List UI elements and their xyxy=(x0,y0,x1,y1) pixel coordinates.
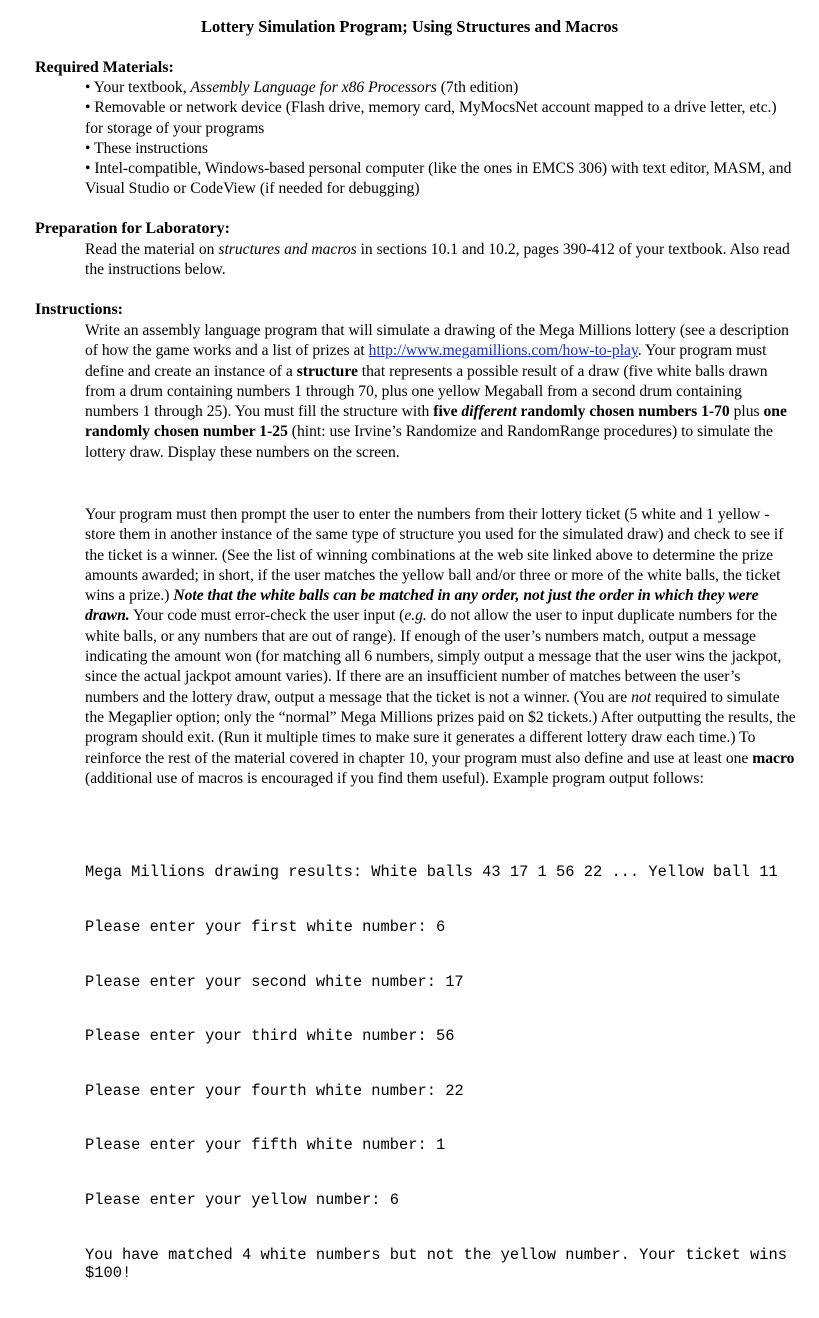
output-line: Please enter your fifth white number: 1 xyxy=(85,1136,446,1155)
instructions-paragraph-1: Write an assembly language program that will simulate a drawing of the Mega Millions lottery (see a description of how the game works and a list of prizes at http://www.megamillions.com/how-to-play. Your program must define and create an instance of a structure that represents a possible result of a draw (five white balls drawn from a drum containing numbers 1 through 70, plus one yellow Megaball from a second drum containing numbers 1 through 25). You must fill the structure with five different randomly chosen numbers 1-70 plus one randomly chosen number 1-25 (hint: use Irvine’s Randomize and RandomRange procedures) to simulate the lottery draw. Display these numbers on the screen. xyxy=(85,322,789,461)
output-line: Please enter your fourth white number: 22 xyxy=(85,1081,464,1100)
output-line: Mega Millions drawing results: White balls 43 17 1 56 22 ... Yellow ball 11 xyxy=(85,863,778,882)
required-materials-heading: Required Materials: xyxy=(35,59,174,76)
list-item: • Intel-compatible, Windows-based personal computer (like the ones in EMCS 306) with text editor, MASM, and Visual Studio or CodeView (if needed for debugging) xyxy=(85,160,792,198)
instructions-heading: Instructions: xyxy=(35,301,124,318)
list-item: • Your textbook, Assembly Language for x86 Processors (7th edition) xyxy=(85,79,519,96)
page-title: Lottery Simulation Program; Using Structures and Macros xyxy=(200,17,619,36)
how-to-play-link[interactable]: http://www.megamillions.com/how-to-play xyxy=(368,342,638,360)
preparation-heading: Preparation for Laboratory: xyxy=(35,220,230,237)
output-line: Please enter your second white number: 17 xyxy=(85,972,464,991)
output-line: Please enter your first white number: 6 xyxy=(85,918,446,937)
output-line: Please enter your third white number: 56 xyxy=(85,1027,455,1046)
output-line: You have matched 4 white numbers but not the yellow number. Your ticket wins $100! xyxy=(85,1245,797,1282)
list-item: • Removable or network device (Flash drive, memory card, MyMocsNet account mapped to a drive letter, etc.) for storage of your programs xyxy=(85,99,777,137)
output-line: Please enter your yellow number: 6 xyxy=(85,1191,400,1210)
preparation-paragraph: Read the material on structures and macros in sections 10.1 and 10.2, pages 390-412 of your textbook. Also read the instructions below. xyxy=(85,241,790,279)
matching-note: Note that the white balls can be matched in any order, not just the order in which they were drawn. xyxy=(85,587,759,625)
textbook-title: Assembly Language for x86 Processors xyxy=(190,79,437,96)
required-materials-list xyxy=(85,78,797,200)
list-item: • These instructions xyxy=(85,139,208,157)
preparation-text xyxy=(85,240,797,281)
example-program-output xyxy=(85,827,805,1318)
instructions-paragraph-2: Your program must then prompt the user to enter the numbers from their lottery ticket (5 white and 1 yellow - store them in another instance of the same type of structure you used for the simulated draw) and check to see if the ticket is a winner. (See the list of winning combinations at the web site linked above to determine the prize amounts awarded; in short, if the user matches the yellow ball and/or three or more of the white balls, the ticket wins a prize.) Note that the white balls can be matched in any order, not just the order in which they were drawn. Your code must error-check the user input (e.g. do not allow the user to input duplicate numbers for the white balls, or any numbers that are out of range). If enough of the user’s numbers match, output a message indicating the amount won (for matching all 6 numbers, simply output a message that the user wins the jackpot, since the actual jackpot amount varies). If there are an insufficient number of matches between the user’s numbers and the lottery draw, output a message that the ticket is not a winner. (You are not required to simulate the Megaplier option; only the “normal” Mega Millions prizes paid on $2 tickets.) After outputting the results, the program should exit. (Run it multiple times to make sure it generates a different lottery draw each time.) To reinforce the rest of the material covered in chapter 10, your program must also define and use at least one macro (additional use of macros is encouraged if you find them useful). Example program output follows: xyxy=(85,506,796,787)
